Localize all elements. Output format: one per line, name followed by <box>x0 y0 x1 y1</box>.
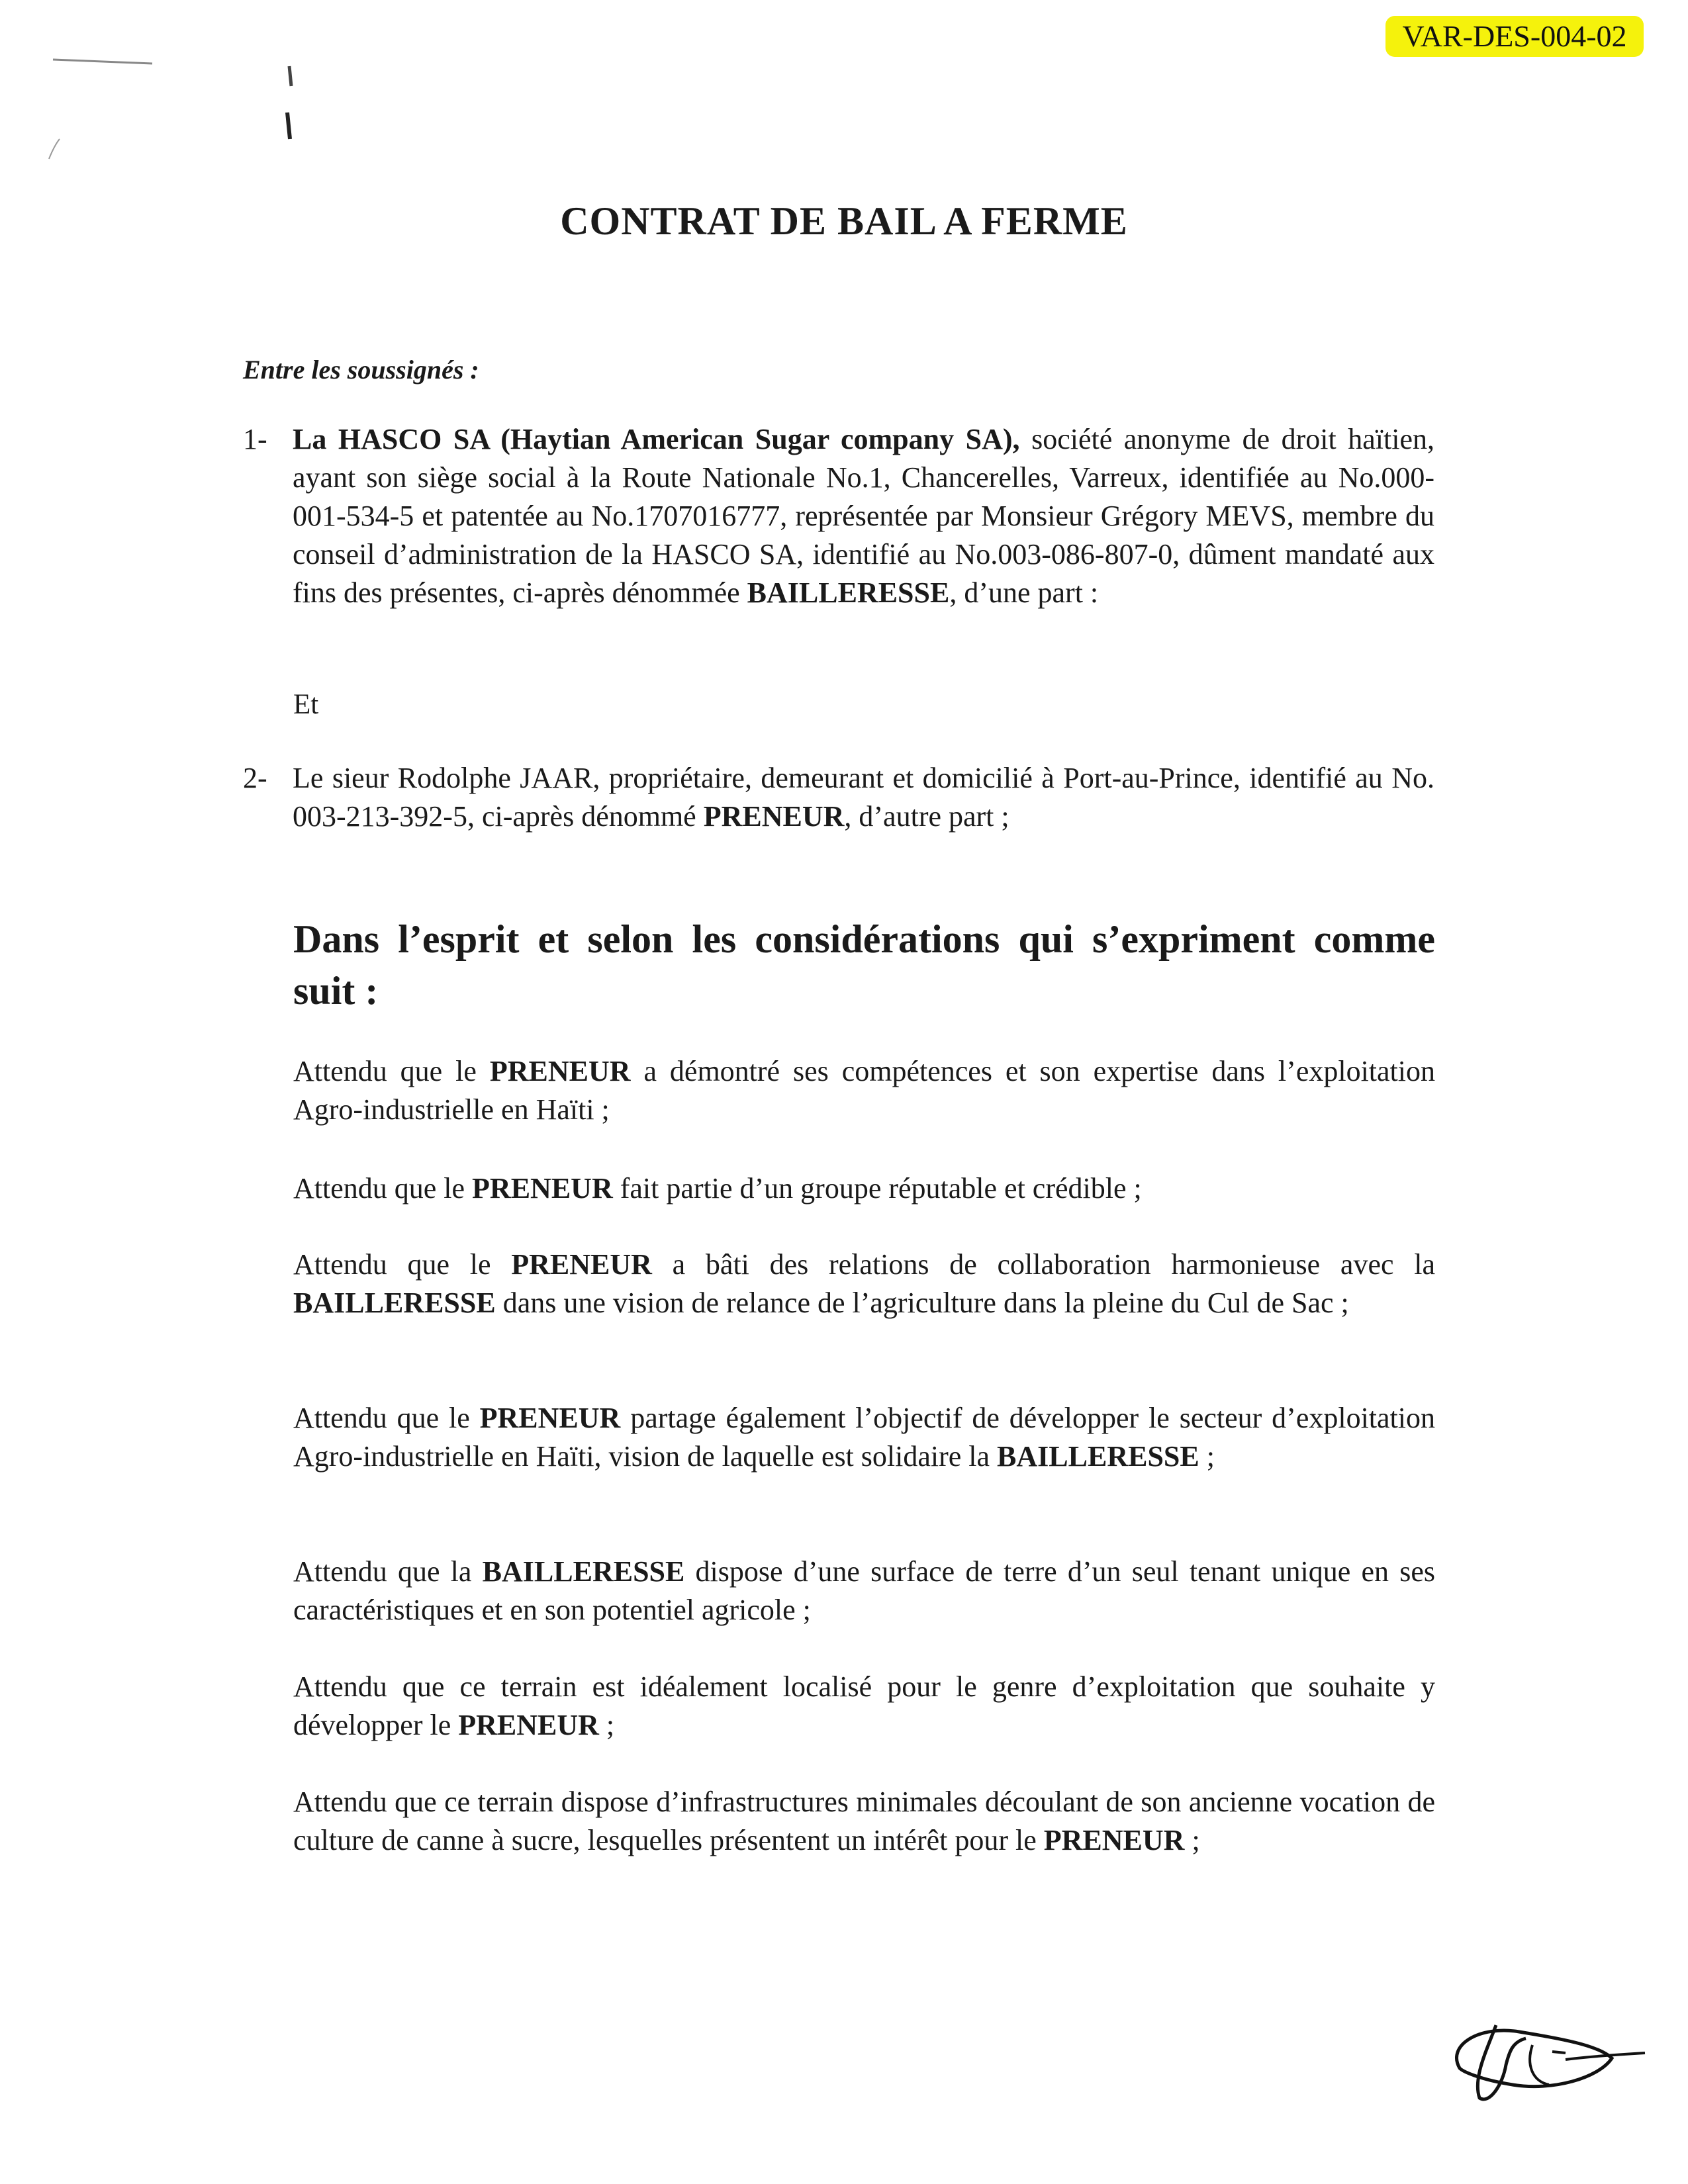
party-1-role: BAILLERESSE <box>747 576 950 609</box>
party-2-details: Le sieur Rodolphe JAAR, propriétaire, demeurant et domicilié à Port-au-Prince, identifié au No. 003-213-392-5, ci-après dénommé <box>293 762 1434 833</box>
clause-text: Attendu que le <box>293 1172 473 1205</box>
clause-text: a bâti des relations de collaboration harmonieuse avec la <box>651 1248 1435 1281</box>
party-2-closing: , d’autre part ; <box>844 800 1009 833</box>
attendu-clause <box>293 1783 1435 1860</box>
attendu-clause <box>293 1668 1435 1745</box>
clause-text: partage également l’objectif de développer le secteur d’exploitation Agro-industrielle en Haïti, vision de laquelle est solidaire la <box>293 1402 1435 1473</box>
party-1-closing: , d’une part : <box>949 576 1099 609</box>
conjunction-et: Et <box>293 689 319 720</box>
clause-text: Attendu que le <box>293 1055 490 1087</box>
document-title: CONTRAT DE BAIL A FERME <box>560 199 1128 243</box>
attendu-clause <box>293 1246 1435 1322</box>
attendu-clause <box>293 1399 1435 1476</box>
clause-text: Attendu que ce terrain dispose d’infrastructures minimales découlant de son ancienne vocation de culture de canne à sucre, lesquelles présentent un intérêt pour le <box>293 1786 1435 1856</box>
section-heading: Dans l’esprit et selon les considérations qui s’expriment comme suit : <box>293 917 1435 1013</box>
clause-bold-term: BAILLERESSE <box>293 1287 496 1319</box>
clause-bold-term: PRENEUR <box>479 1402 621 1434</box>
scan-artifact-marks <box>40 53 318 172</box>
document-reference-tag: VAR-DES-004-02 <box>1385 16 1644 57</box>
clause-bold-term: BAILLERESSE <box>997 1440 1199 1473</box>
clause-bold-term: PRENEUR <box>511 1248 652 1281</box>
party-1-details: société anonyme de droit haïtien, ayant son siège social à la Route Nationale No.1, Chancerelles, Varreux, identifiée au No.000-001-534-5 et patentée au No.1707016777, représentée par Monsieur Grégory MEVS, membre du conseil d’administration de la HASCO SA, identifié au No.003-086-807-0, dûment mandaté aux fins des présentes, ci-après dénommée <box>293 423 1434 609</box>
clause-text: Attendu que la <box>293 1555 483 1588</box>
clause-text: ; <box>1199 1440 1215 1473</box>
signature-initials <box>1433 2005 1652 2118</box>
clause-bold-term: PRENEUR <box>489 1055 631 1087</box>
clause-text: dispose d’une surface de terre d’un seul tenant unique en ses caractéristiques et en son potentiel agricole ; <box>293 1555 1435 1626</box>
clause-bold-term: PRENEUR <box>1043 1824 1185 1856</box>
clause-text: a démontré ses compétences et son expertise dans l’exploitation Agro-industrielle en Haïti ; <box>293 1055 1435 1126</box>
parties-intro: Entre les soussignés : <box>243 355 479 385</box>
clause-text: Attendu que le <box>293 1402 480 1434</box>
clause-bold-term: PRENEUR <box>472 1172 613 1205</box>
party-1-text <box>293 420 1434 612</box>
attendu-clause <box>293 1052 1435 1129</box>
attendu-clause <box>293 1553 1435 1629</box>
party-2-number: 2- <box>243 762 267 794</box>
clause-text: ; <box>598 1709 615 1741</box>
clause-text: fait partie d’un groupe réputable et crédible ; <box>612 1172 1142 1205</box>
party-2-text <box>293 759 1434 836</box>
clause-text: Attendu que le <box>293 1248 512 1281</box>
attendu-clause <box>293 1169 1435 1208</box>
clause-text: Attendu que ce terrain est idéalement localisé pour le genre d’exploitation que souhaite y développer le <box>293 1670 1435 1741</box>
clause-text: ; <box>1184 1824 1200 1856</box>
clause-bold-term: BAILLERESSE <box>482 1555 685 1588</box>
clause-bold-term: PRENEUR <box>458 1709 599 1741</box>
party-1-number: 1- <box>243 423 267 455</box>
party-1-name: La HASCO SA (Haytian American Sugar company SA), <box>293 423 1020 455</box>
party-2-role: PRENEUR <box>703 800 845 833</box>
clause-text: dans une vision de relance de l’agriculture dans la pleine du Cul de Sac ; <box>495 1287 1349 1319</box>
